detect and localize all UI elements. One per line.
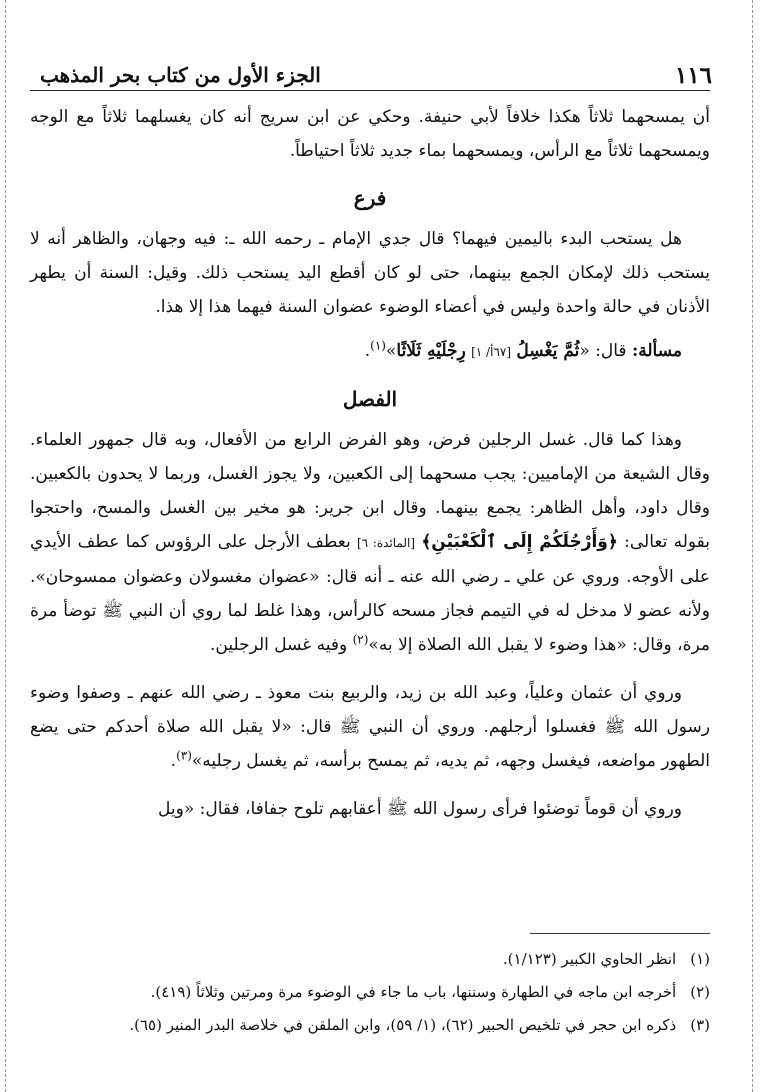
running-header xyxy=(40,60,712,90)
masala-label: مسألة: xyxy=(631,341,682,361)
quote-text: رِجْلَيْهِ ثَلَاثًا xyxy=(396,341,466,361)
manuscript-ref: [٦٧أ/ ١] xyxy=(471,345,512,359)
footnote-ref: (١) xyxy=(370,338,386,353)
section-heading-fasl: الفصل xyxy=(342,387,398,411)
verse-reference: [المائدة: ٦] xyxy=(356,536,416,550)
running-title: الجزء الأول من كتاب بحر المذهب xyxy=(40,63,321,87)
footnote xyxy=(30,1012,710,1039)
footnote xyxy=(30,979,710,1006)
footnote-number: (١) xyxy=(690,950,710,968)
footnote-number: (٢) xyxy=(690,983,710,1001)
period: . xyxy=(170,751,177,771)
footnote-text: ذكره ابن حجر في تلخيص الحبير (٦٢)، (١/ ٥٩)، وابن الملقن في خلاصة البدر المنير (٦٥). xyxy=(129,1016,677,1034)
paragraph-text: بعطف الأرجل على الرؤوس كما عطف الأيدي على الأوجه. وروي عن علي ـ رضي الله عنه ـ أنه قال: «عضوان مغسولان وعضوان ممسوحان». ولأنه عضو لا مدخل له في التيمم فجاز مسحه كالرأس، وهذا غلط لما روي أن النبي ﷺ توضأ مرة مرة، وقال: «هذا وضوء لا يقبل الله الصلاة إلا به» xyxy=(30,532,710,655)
paragraph-text: وروي أن عثمان وعلياً، وعبد الله بن زيد، والربيع بنت معوذ ـ رضي الله عنهم ـ وصفوا وضوء رسول الله ﷺ فغسلوا أرجلهم. وروي أن النبي ﷺ قال: «لا يقبل الله صلاة أحدكم حتى يضع الطهور مواضعه، فيغسل وجهه، ثم يديه، ثم يمسح برأسه، ثم يغسل رجليه» xyxy=(30,683,710,771)
footnote-rule xyxy=(530,933,710,934)
scan-edge-line xyxy=(752,0,753,1092)
paragraph xyxy=(30,676,710,778)
paragraph: هل يستحب البدء باليمين فيهما؟ قال جدي الإمام ـ رحمه الله ـ: فيه وجهان، والظاهر أنه لا يستحب ذلك لإمكان الجمع بينهما، حتى لو كان أقطع اليد يستحب ذلك. وقيل: السنة أن يطهر الأذنان في حالة واحدة وليس في أعضاء الوضوء عضوان السنة فيهما هذا إلا هذا. xyxy=(30,229,710,317)
quote-close: » xyxy=(385,341,397,361)
footnote-ref: (٢) xyxy=(352,632,369,647)
header-rule xyxy=(30,90,710,91)
page-number: ١١٦ xyxy=(674,61,712,89)
period: . xyxy=(364,341,371,361)
main-text xyxy=(30,100,710,826)
paragraph-text: وهذا كما قال. غسل الرجلين فرض، وهو الفرض الرابع من الأفعال، وبه قال جمهور العلماء. وقال الشيعة من الإماميين: يجب مسحهما إلى الكعبين، ولا يجوز الغسل، وربما لا يحدون بالكعبين. وقال داود، وأهل الظاهر: يجمع بينهما. وقال ابن جرير: هو مخير بين الغسل والمسح، واحتجوا بقوله تعالى: xyxy=(30,430,710,552)
paragraph-text: وفيه غسل الرجلين. xyxy=(209,635,348,655)
footnote-text: أخرجه ابن ماجه في الطهارة وسننها، باب ما جاء في الوضوء مرة ومرتين وثلاثاً (٤١٩). xyxy=(150,983,677,1001)
paragraph: أن يمسحهما ثلاثاً هكذا خلافاً لأبي حنيفة. وحكي عن ابن سريج أنه كان يغسلهما ثلاثاً مع الوجه ويمسحهما ثلاثاً مع الرأس، ويمسحهما بماء جديد ثلاثاً احتياطاً. xyxy=(30,107,710,161)
masala-text: قال: « xyxy=(579,341,627,361)
scan-edge-line xyxy=(5,0,6,1092)
quran-verse: ﴿وَأَرْجُلَكُمْ إِلَى ٱلْكَعْبَيْنِ﴾ xyxy=(421,532,618,552)
footnote xyxy=(30,946,710,973)
section-heading-far: فرع xyxy=(353,186,387,210)
footnote-text: انظر الحاوي الكبير (١/١٢٣). xyxy=(502,950,677,968)
footnote-ref: (٣) xyxy=(176,748,192,763)
masala-line xyxy=(30,334,710,369)
quote-text: ثُمَّ يَغْسِلُ xyxy=(516,341,580,361)
paragraph: وروي أن قوماً توضئوا فرأى رسول الله ﷺ أعقابهم تلوح جفافا، فقال: «ويل xyxy=(158,799,682,819)
footnote-number: (٣) xyxy=(690,1016,710,1034)
paragraph xyxy=(30,423,710,662)
footnotes xyxy=(30,946,710,1045)
